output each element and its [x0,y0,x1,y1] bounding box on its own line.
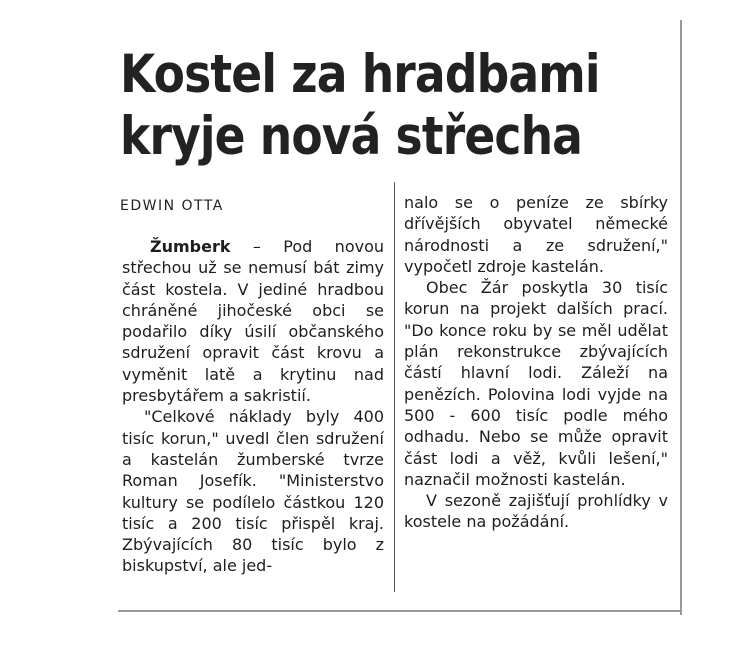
headline-line-2: kryje nová střecha [120,106,583,167]
article-column-2 [404,192,668,533]
dateline-place: Žumberk [150,237,231,256]
paragraph-4: V sezoně zajišťují prohlídky v kostele na požádání. [404,491,668,532]
clipping-bottom-edge [118,610,682,612]
lead-text: – Pod novou střechou už se nemusí bát zimy část kostela. V jediné hradbou chráněné jihočeské obci se podařilo díky úsilí občanského sdružení opravit část krovu a vyměnit latě a krytinu nad presbytářem a sakristií. [122,237,384,406]
article-headline [120,44,602,168]
paragraph-3: Obec Žár poskytla 30 tisíc korun na projekt dalších prací. "Do konce roku by se měl udělat plán rekonstrukce zbývajících částí hlavní lodi. Záleží na penězích. Polovina lodi vyjde na 500 - 600 tisíc podle mého odhadu. Nebo se může opravit část lodi a věž, kvůli lešení," naznačil možnosti kastelán. [404,278,668,489]
byline: EDWIN OTTA [120,198,224,214]
paragraph-2: "Celkové náklady byly 400 tisíc korun," uvedl člen sdružení a kastelán žumberské tvrze Roman Josefík. "Ministerstvo kultury se podílelo částkou 120 tisíc a 200 tisíc přispěl kraj. Zbývajících 80 tisíc bylo z biskupství, ale jed- [122,407,384,576]
clipping-right-edge [680,20,682,615]
headline-line-1: Kostel za hradbami [120,44,600,105]
column-divider [394,182,395,592]
article-column-1 [122,236,384,577]
paragraph-continued: nalo se o peníze ze sbírky dřívějších obyvatel německé národnosti a ze sdružení," vypočetl zdroje kastelán. [404,193,668,276]
lead-paragraph [122,236,384,406]
